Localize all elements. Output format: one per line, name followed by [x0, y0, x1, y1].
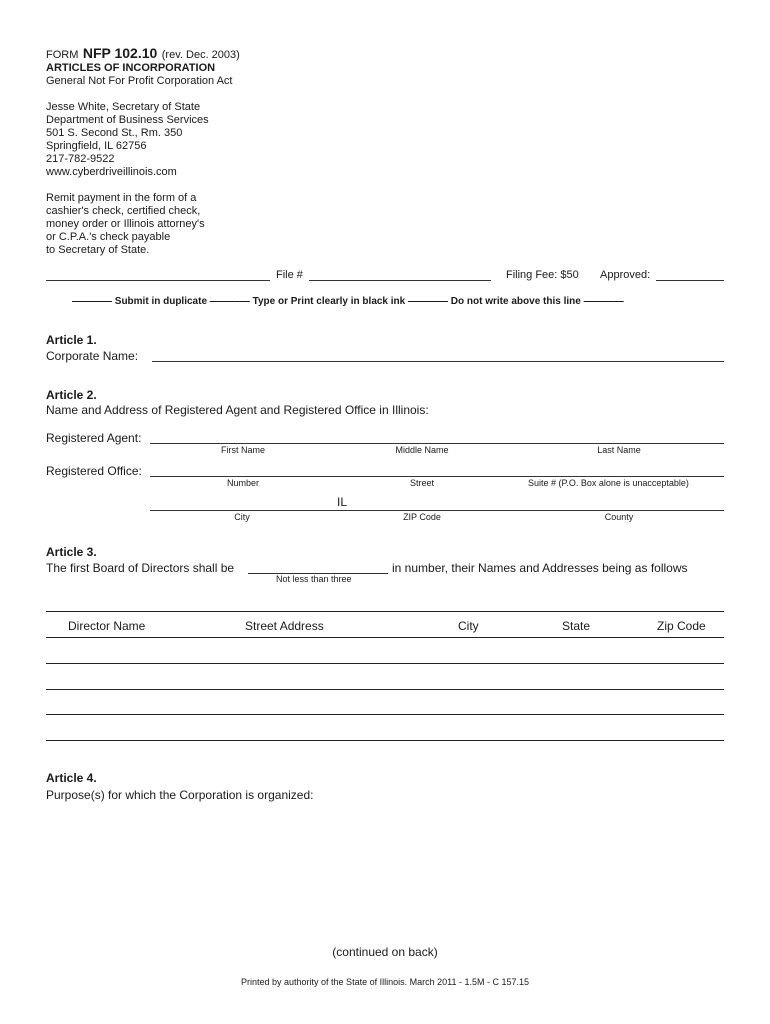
phone-number: 217-782-9522: [46, 153, 115, 165]
instructions-bar: [72, 296, 624, 308]
print-clearly-text: Type or Print clearly in black ink: [252, 296, 406, 307]
file-number-label: File #: [276, 269, 303, 281]
article-1-heading: Article 1.: [46, 333, 97, 347]
director-row-2[interactable]: [46, 689, 724, 690]
address-line: Department of Business Services: [46, 114, 209, 126]
last-name-caption: Last Name: [597, 445, 641, 455]
remit-line: to Secretary of State.: [46, 244, 150, 256]
form-id: [46, 45, 240, 63]
approved-label: Approved:: [600, 269, 651, 281]
board-text-before: The first Board of Directors shall be: [46, 561, 235, 575]
form-act: General Not For Profit Corporation Act: [46, 75, 233, 87]
registered-office-label: Registered Office:: [46, 464, 142, 478]
director-row-3[interactable]: [46, 714, 724, 715]
number-caption: Number: [226, 478, 259, 488]
filing-fee-label: Filing Fee: $50: [506, 269, 579, 281]
corporate-name-field[interactable]: [152, 361, 724, 362]
column-city: City: [458, 619, 479, 633]
directors-table-header-rule: [46, 637, 724, 638]
form-prefix: FORM: [46, 49, 79, 61]
form-title: ARTICLES OF INCORPORATION: [46, 62, 216, 74]
submit-duplicate-text: Submit in duplicate: [114, 296, 208, 307]
dash: ————: [72, 296, 112, 307]
corporate-name-label: Corporate Name:: [46, 349, 139, 363]
remit-line: Remit payment in the form of a: [46, 192, 197, 204]
approved-field[interactable]: [656, 280, 724, 281]
registered-office-field[interactable]: [150, 476, 724, 477]
website-link[interactable]: www.cyberdriveillinois.com: [46, 166, 177, 178]
column-zip-code: Zip Code: [657, 619, 706, 633]
city-zip-county-field[interactable]: [150, 510, 724, 511]
street-caption: Street: [409, 478, 434, 488]
dash: ————: [408, 296, 449, 307]
article-3-heading: Article 3.: [46, 545, 97, 559]
article-2-description: Name and Address of Registered Agent and Registered Office in Illinois:: [46, 403, 429, 417]
remit-line: cashier's check, certified check,: [46, 205, 201, 217]
address-line: 501 S. Second St., Rm. 350: [46, 127, 183, 139]
dash: ————: [583, 296, 624, 307]
form-number: NFP 102.10: [82, 45, 158, 61]
column-street-address: Street Address: [245, 619, 324, 633]
form-revision: (rev. Dec. 2003): [161, 49, 240, 61]
director-row-4[interactable]: [46, 740, 724, 741]
suite-caption: Suite # (P.O. Box alone is unacceptable): [528, 478, 689, 488]
registered-agent-label: Registered Agent:: [46, 431, 142, 445]
city-caption: City: [234, 512, 250, 522]
printed-by-authority: Printed by authority of the State of Illinois. March 2011 - 1.5M - C 157.15: [241, 977, 529, 987]
director-row-1[interactable]: [46, 663, 724, 664]
board-count-hint: Not less than three: [276, 574, 352, 584]
registered-agent-field[interactable]: [150, 443, 724, 444]
zip-code-caption: ZIP Code: [403, 512, 441, 522]
remit-line: or C.P.A.'s check payable: [46, 231, 171, 243]
county-caption: County: [604, 512, 634, 522]
directors-table-top-rule: [46, 611, 724, 612]
article-4-description: Purpose(s) for which the Corporation is organized:: [46, 788, 314, 802]
remit-line: money order or Illinois attorney's: [46, 218, 205, 230]
column-state: State: [562, 619, 591, 633]
continued-on-back: (continued on back): [332, 945, 438, 959]
state-value: IL: [337, 495, 348, 509]
column-director-name: Director Name: [68, 619, 146, 633]
address-line: Jesse White, Secretary of State: [46, 101, 201, 113]
filing-blank[interactable]: [46, 280, 270, 281]
purpose-text-area[interactable]: [46, 808, 724, 928]
board-text-after: in number, their Names and Addresses being as follows: [392, 561, 688, 575]
article-4-heading: Article 4.: [46, 771, 97, 785]
article-2-heading: Article 2.: [46, 388, 97, 402]
file-number-field[interactable]: [309, 280, 491, 281]
dash: ————: [209, 296, 250, 307]
address-line: Springfield, IL 62756: [46, 140, 147, 152]
middle-name-caption: Middle Name: [395, 445, 449, 455]
do-not-write-text: Do not write above this line: [450, 296, 581, 307]
first-name-caption: First Name: [220, 445, 265, 455]
